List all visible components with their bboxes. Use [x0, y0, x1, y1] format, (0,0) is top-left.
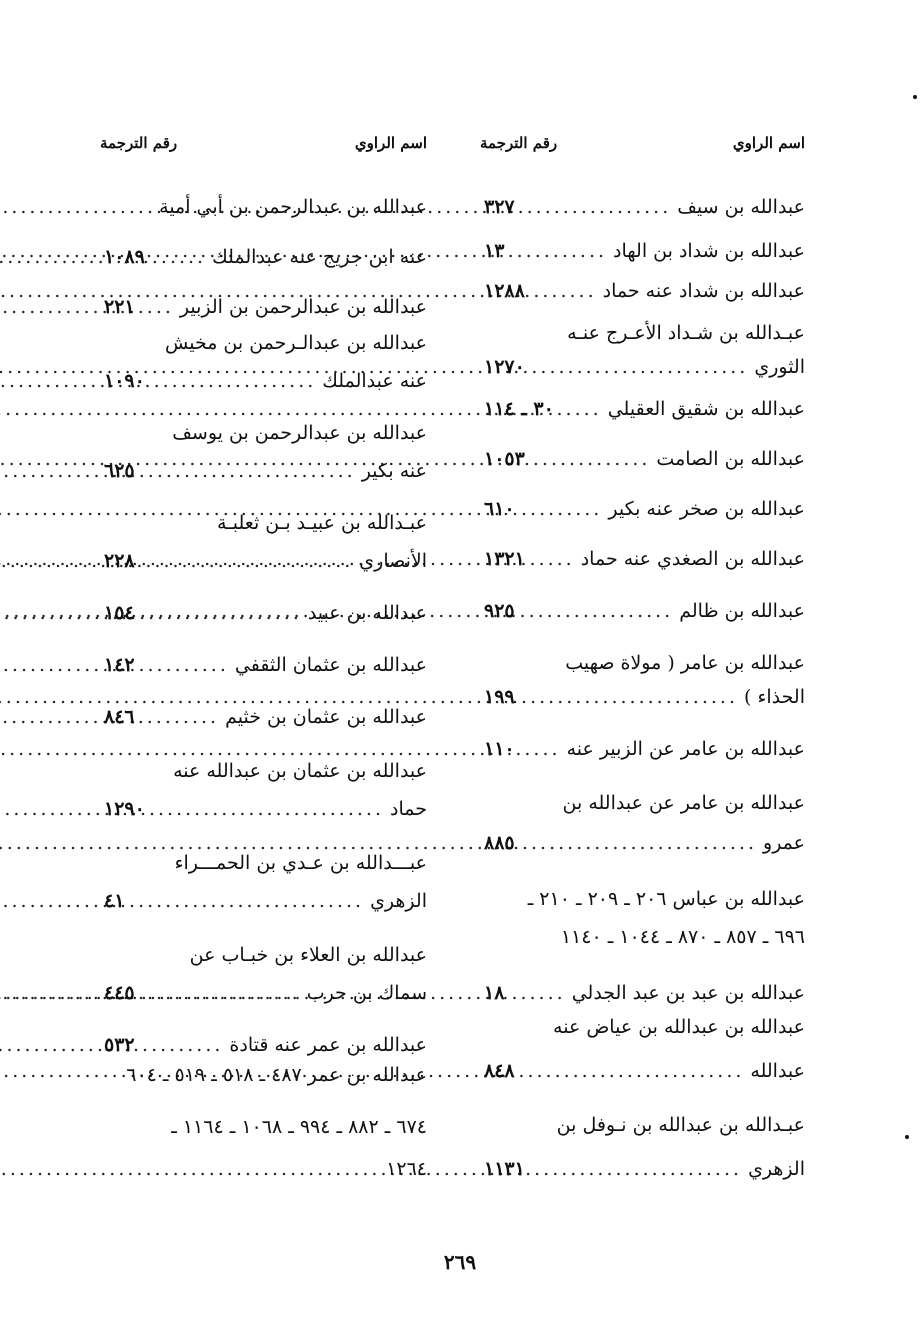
biography-number: ٢٢١ [104, 296, 135, 318]
narrator-name: عبدالله بن عامر عن الزبير عنه [566, 738, 805, 760]
biography-number: ٤٤٥ [104, 982, 135, 1004]
narrator-name: الزهري [370, 890, 427, 912]
narrator-name: عبدالله بن عبدالـرحمن بن مخيش [164, 332, 427, 354]
narrator-name: عنه عبدالملك [322, 370, 427, 392]
dot-leader [515, 736, 567, 762]
index-entry [480, 1058, 805, 1084]
index-entry [480, 924, 805, 950]
narrator-name: عبـــدالله بن عـدي بن الحمـــراء [174, 852, 427, 874]
index-entry [100, 888, 427, 914]
narrator-name: عبدالله بن شداد عنه حماد [602, 280, 805, 302]
index-entry [100, 548, 427, 574]
biography-number-header: رقم الترجمة [480, 134, 558, 152]
narrator-name: عبدالله بن شقيق العقيلي [607, 398, 805, 420]
biography-number: ١٨ [484, 982, 505, 1004]
narrator-name: عبدالله بن عثمان بن عبدالله عنه [173, 760, 427, 782]
narrator-name: عبدالله بن ظالم [679, 600, 805, 622]
narrator-name: عبدالله بن عامر عن عبدالله بن [562, 792, 805, 814]
index-entry [100, 368, 427, 394]
biography-number: ١٢٧٠ [484, 356, 525, 378]
index-entry [100, 194, 427, 220]
index-entry [100, 980, 427, 1006]
dot-leader [145, 796, 390, 822]
biography-number: ١٠٩٠ [104, 370, 145, 392]
biography-number: ٦١٠ [484, 498, 515, 520]
narrator-name: عمرو [763, 832, 805, 854]
biography-number: ٢٢٨ [104, 550, 135, 572]
narrator-name: عبدالله بن صخر عنه بكير [608, 498, 805, 520]
biography-number: ١٥٤ [104, 602, 135, 624]
narrator-name: عبدالله بن شداد بن الهاد [613, 240, 805, 262]
index-entry [480, 1156, 805, 1182]
biography-number: ٤١ [104, 890, 125, 912]
narrator-name: عبدالله بن عبيد [307, 602, 427, 624]
right-column-header [480, 130, 805, 160]
dot-leader [525, 1156, 748, 1182]
biography-number: ٣٠ ـ ١١٤ [484, 398, 554, 420]
index-entry [480, 650, 805, 676]
biography-number-header: رقم الترجمة [100, 134, 178, 152]
index-entry [100, 850, 427, 876]
index-entry [100, 796, 427, 822]
index-entry [480, 496, 805, 522]
biography-number: ١٢٨٨ [484, 280, 525, 302]
index-entry [480, 396, 805, 422]
dot-leader [525, 546, 581, 572]
biography-number: ٣٢٧ [484, 196, 515, 218]
dot-leader [145, 368, 322, 394]
index-entry [100, 600, 427, 626]
biography-number: ١٠٨٩ [104, 246, 145, 268]
dot-leader [515, 684, 744, 710]
dot-leader [135, 600, 308, 626]
narrator-name: ١٢٦٤ [386, 1158, 427, 1180]
index-entry [100, 758, 427, 784]
narrator-name: عبـدالله بن شـداد الأعـرج عنـه [567, 322, 805, 344]
narrator-name: حماد [390, 798, 427, 820]
narrator-name-header: اسم الراوي [354, 134, 427, 152]
index-entry [480, 194, 805, 220]
index-entry [100, 652, 427, 678]
dot-leader [135, 704, 225, 730]
index-entry [480, 790, 805, 816]
biography-number: ١٣ [484, 240, 505, 262]
dot-leader [515, 496, 609, 522]
index-entry [480, 354, 805, 380]
index-entry [480, 1112, 805, 1138]
narrator-name: ٦٧٤ ـ ٨٨٢ ـ ٩٩٤ ـ ١٠٦٨ ـ ١١٦٤ ـ [171, 1116, 427, 1138]
biography-number: ٦٢٥ [104, 460, 135, 482]
biography-number: ١٣٢١ [484, 548, 525, 570]
narrator-name: عبدالله بن سيف [677, 196, 805, 218]
narrator-name: عبدالله بن عثمان بن خثيم [225, 706, 427, 728]
index-entry [480, 830, 805, 856]
narrator-name: عبدالله بن عبدالرحمن بن أبي أمية [159, 196, 427, 218]
biography-number: ١٩٩ [484, 686, 515, 708]
index-entry [480, 320, 805, 346]
index-entry [100, 1032, 427, 1058]
narrator-name: عبدالله بن عبد بن عبد الجدلي [571, 982, 805, 1004]
narrator-name: عنه بكير [361, 460, 427, 482]
index-entry [480, 238, 805, 264]
index-entry [480, 736, 805, 762]
right-entries [480, 194, 805, 1182]
left-entries [100, 194, 427, 1182]
biography-number: ١٢٩٠ [104, 798, 145, 820]
biography-number: ١١٣١ [484, 1158, 525, 1180]
narrator-name: عبدالله بن عبدالله بن عياض عنه [553, 1016, 805, 1038]
dot-leader [525, 354, 755, 380]
narrator-name: عبدالله بن العلاء بن خبـاب عن [189, 944, 427, 966]
dot-leader [135, 652, 235, 678]
scan-speck [913, 95, 917, 99]
narrator-name: عبدالله بن الصغدي عنه حماد [580, 548, 805, 570]
narrator-name: الثوري [754, 356, 805, 378]
left-column-header [100, 130, 427, 160]
scan-speck [905, 1135, 909, 1139]
narrator-name: عبدالله بن عثمان الثقفي [234, 654, 427, 676]
dot-leader [135, 458, 362, 484]
dot-leader [554, 396, 608, 422]
index-entry [100, 294, 427, 320]
dot-leader [135, 980, 307, 1006]
biography-number: ٨٨٥ [484, 832, 515, 854]
dot-leader [135, 294, 180, 320]
dot-leader [525, 278, 603, 304]
right-column [480, 130, 805, 1182]
narrator-name: عبدالله بن عبدالرحمن بن يوسف [172, 422, 427, 444]
index-entry [480, 886, 805, 912]
index-entry [480, 598, 805, 624]
dot-leader [515, 598, 680, 624]
dot-leader [135, 548, 360, 574]
narrator-name: عبدالله بن عبدالرحمن بن الزبير [179, 296, 427, 318]
narrator-name-header: اسم الراوي [732, 134, 805, 152]
narrator-name: عبـدالله بن عبدالله بن نـوفل بن [556, 1114, 805, 1136]
biography-number: ١١٠ [484, 738, 515, 760]
left-column [100, 130, 427, 1182]
dot-leader [525, 446, 657, 472]
index-entry [100, 942, 427, 968]
narrator-name: عبدالله [750, 1060, 805, 1082]
dot-leader [515, 194, 678, 220]
narrator-name: عبدالله بن عامر ( مولاة صهيب [565, 652, 805, 674]
narrator-name: عبدالله بن عمر ٤٨٧ ـ ٥١٨ ـ ٥١٩ ـ ٦٠٤ [126, 1064, 427, 1086]
narrator-name: سماك بن حرب [306, 982, 427, 1004]
index-entry [480, 684, 805, 710]
index-entry [100, 420, 427, 446]
biography-number: ٥٣٢ [104, 1034, 135, 1056]
narrator-name: ٦٩٦ ـ ٨٥٧ ـ ٨٧٠ ـ ١٠٤٤ ـ ١١٤٠ [560, 926, 805, 948]
biography-number: ١٠٥٣ [484, 448, 525, 470]
narrator-name: الحذاء ) [744, 686, 805, 708]
index-entry [100, 458, 427, 484]
index-entry [100, 330, 427, 356]
narrator-name: الزهري [748, 1158, 805, 1180]
narrator-name: عبدالله بن عمر عنه قتادة [229, 1034, 427, 1056]
biography-number: ٨٤٦ [104, 706, 135, 728]
index-entry [100, 510, 427, 536]
index-entry [100, 1114, 427, 1140]
index-entry [100, 1156, 427, 1182]
narrator-name: الأنصاري [359, 550, 427, 572]
index-entry [100, 1062, 427, 1088]
index-entry [480, 278, 805, 304]
index-entry [480, 546, 805, 572]
index-entry [100, 704, 427, 730]
dot-leader [135, 1032, 230, 1058]
narrator-name: عبـدالله بن عبيـد بـن ثعلبـة [217, 512, 427, 534]
dot-leader [515, 830, 763, 856]
biography-number: ١٤٢ [104, 654, 135, 676]
narrator-name: عبدالله بن عباس ٢٠٦ ـ ٢٠٩ ـ ٢١٠ ـ [527, 888, 805, 910]
biography-number: ٨٤٨ [484, 1060, 515, 1082]
dot-leader [515, 1058, 751, 1084]
dot-leader [145, 244, 212, 270]
index-entry [480, 1014, 805, 1040]
dot-leader [124, 888, 370, 914]
biography-number: ٩٢٥ [484, 600, 515, 622]
dot-leader [504, 238, 613, 264]
index-entry [480, 446, 805, 472]
narrator-name: عبدالله بن الصامت [656, 448, 805, 470]
index-entry [100, 244, 427, 270]
page-number: ٢٦٩ [443, 1250, 477, 1274]
dot-leader [504, 980, 571, 1006]
narrator-name: عنه ابن جريج عنه عبدالملك [212, 246, 427, 268]
index-entry [480, 980, 805, 1006]
